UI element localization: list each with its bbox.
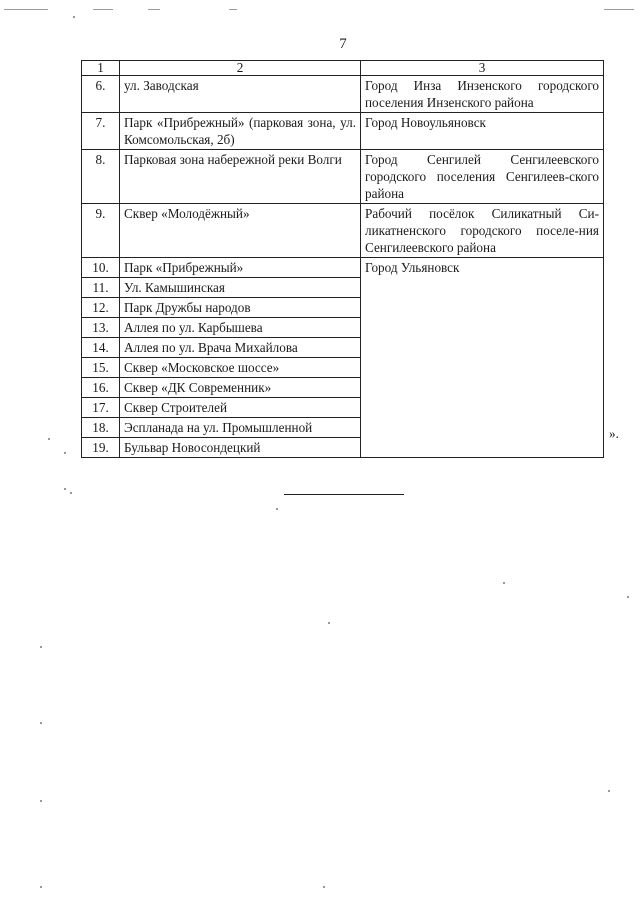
row-number: 17. [82,398,120,418]
object-name: Эспланада на ул. Промышленной [120,418,361,438]
column-header: 1 [82,61,120,76]
scan-artifact-dot [48,438,50,440]
table-row [82,113,604,150]
locations-table [81,60,604,458]
object-name: Парк «Прибрежный» (парковая зона, ул. Комсомольская, 2б) [120,113,361,150]
row-number: 10. [82,258,120,278]
scan-artifact-dot [328,622,330,624]
row-number: 19. [82,438,120,458]
scan-artifact-line [229,9,237,10]
column-header: 3 [361,61,604,76]
scan-artifact-dot [70,492,72,494]
table-row [82,150,604,204]
scan-artifact-dot [608,790,610,792]
end-divider-line [284,494,404,495]
object-name: Парк Дружбы народов [120,298,361,318]
closing-quote: ». [609,426,619,441]
object-name: Аллея по ул. Карбышева [120,318,361,338]
row-number: 13. [82,318,120,338]
scan-artifact-dot [40,886,42,888]
object-name: Сквер Строителей [120,398,361,418]
table-row [82,258,604,278]
page-number: 7 [339,36,347,52]
row-number: 18. [82,418,120,438]
object-location: Город Сенгилей Сенгилеевского городского поселения Сенгилеев-ского района [361,150,604,204]
scan-artifact-line [148,9,160,10]
row-number: 12. [82,298,120,318]
object-name: Ул. Камышинская [120,278,361,298]
scan-artifact-dot [73,16,75,18]
scan-artifact-dot [323,886,325,888]
object-name: Сквер «ДК Современник» [120,378,361,398]
row-number: 15. [82,358,120,378]
table-row [82,76,604,113]
table-header-row [82,61,604,76]
row-number: 11. [82,278,120,298]
row-number: 8. [82,150,120,204]
scan-artifact-dot [276,508,278,510]
object-name: Аллея по ул. Врача Михайлова [120,338,361,358]
scan-artifact-dot [503,582,505,584]
object-location: Город Новоульяновск [361,113,604,150]
row-number: 9. [82,204,120,258]
row-number: 6. [82,76,120,113]
scan-artifact-dot [627,596,629,598]
object-name: Бульвар Новосондецкий [120,438,361,458]
object-name: Сквер «Молодёжный» [120,204,361,258]
object-name: Парк «Прибрежный» [120,258,361,278]
object-name: Парковая зона набережной реки Волги [120,150,361,204]
table-row [82,204,604,258]
row-number: 14. [82,338,120,358]
object-location: Город Инза Инзенского городского поселения Инзенского района [361,76,604,113]
scan-artifact-dot [40,646,42,648]
object-name: ул. Заводская [120,76,361,113]
scan-artifact-line [604,9,634,10]
object-location: Город Ульяновск [361,258,604,458]
scan-artifact-line [93,9,113,10]
scan-artifact-dot [40,722,42,724]
scan-artifact-line [4,9,48,10]
scan-artifact-dot [64,452,66,454]
row-number: 7. [82,113,120,150]
object-location: Рабочий посёлок Силикатный Си-ликатненского городского поселе-ния Сенгилеевского района [361,204,604,258]
scan-artifact-dot [40,800,42,802]
object-name: Сквер «Московское шоссе» [120,358,361,378]
scan-artifact-dot [64,488,66,490]
column-header: 2 [120,61,361,76]
row-number: 16. [82,378,120,398]
